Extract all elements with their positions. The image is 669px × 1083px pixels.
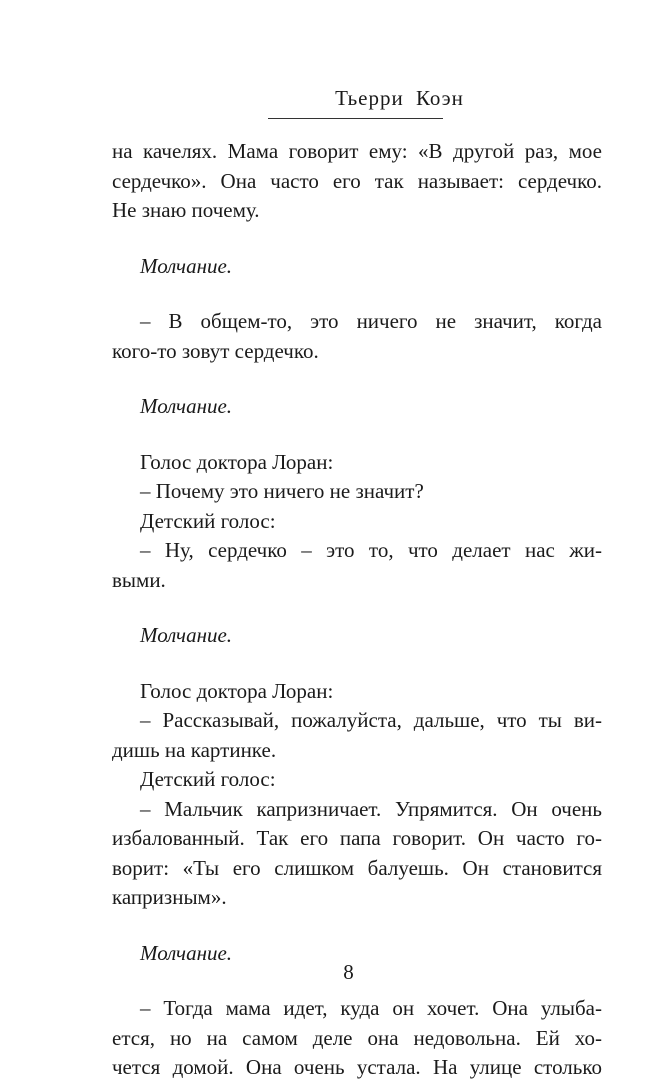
text-line: дишь на картинке. (112, 737, 277, 762)
paragraph-gap (112, 366, 602, 392)
text-line: капризным». (112, 885, 227, 909)
text-line: Детский голос: (140, 508, 276, 533)
text-line: – Почему это ничего не значит? (140, 479, 424, 503)
stage-direction: Молчание. (140, 623, 233, 647)
text-line: – В общем-то, это ничего не значит, когда (140, 309, 602, 333)
running-title: Тьерри Коэн (335, 86, 464, 110)
text-line: ворит: «Ты его слишком балуешь. Он становится (112, 855, 602, 880)
text-line: на качелях. Мама говорит ему: «В другой раз, мое (112, 139, 602, 163)
text-line: сердечко». Она часто его так называет: сердечко. (112, 168, 602, 193)
text-line: – Мальчик капризничает. Упрямится. Он очень (140, 796, 602, 821)
stage-direction: Молчание. (140, 940, 233, 965)
text-line: – Ну, сердечко – это то, что делает нас жи- (140, 538, 602, 562)
text-line: – Рассказывай, пожалуйста, дальше, что ты ви- (140, 708, 602, 732)
header-rule (268, 118, 443, 119)
text-line: выми. (112, 567, 166, 592)
page-number: 8 (343, 960, 354, 984)
stage-direction: Молчание. (140, 253, 233, 278)
text-line: Голос доктора Лоран: (140, 449, 334, 474)
paragraph-gap (112, 913, 602, 939)
text-line: Не знаю почему. (112, 198, 260, 222)
text-line: Детский голос: (140, 767, 276, 791)
text-line: ется, но на самом деле она недовольна. Ей хо- (112, 1025, 602, 1050)
text-line: – Тогда мама идет, куда он хочет. Она улыба- (140, 996, 602, 1020)
text-line: Голос доктора Лоран: (140, 678, 334, 703)
stage-direction: Молчание. (140, 394, 233, 418)
text-line: чется домой. Она очень устала. На улице столько (112, 1055, 602, 1079)
paragraph-gap (112, 281, 602, 307)
text-line: кого-то зовут сердечко. (112, 338, 319, 363)
running-header (0, 86, 669, 111)
body-text (112, 137, 602, 1083)
paragraph-gap (112, 422, 602, 448)
text-line: избалованный. Так его папа говорит. Он часто го- (112, 826, 602, 850)
paragraph-gap (112, 651, 602, 677)
paragraph-gap (112, 595, 602, 621)
paragraph-gap (112, 226, 602, 252)
